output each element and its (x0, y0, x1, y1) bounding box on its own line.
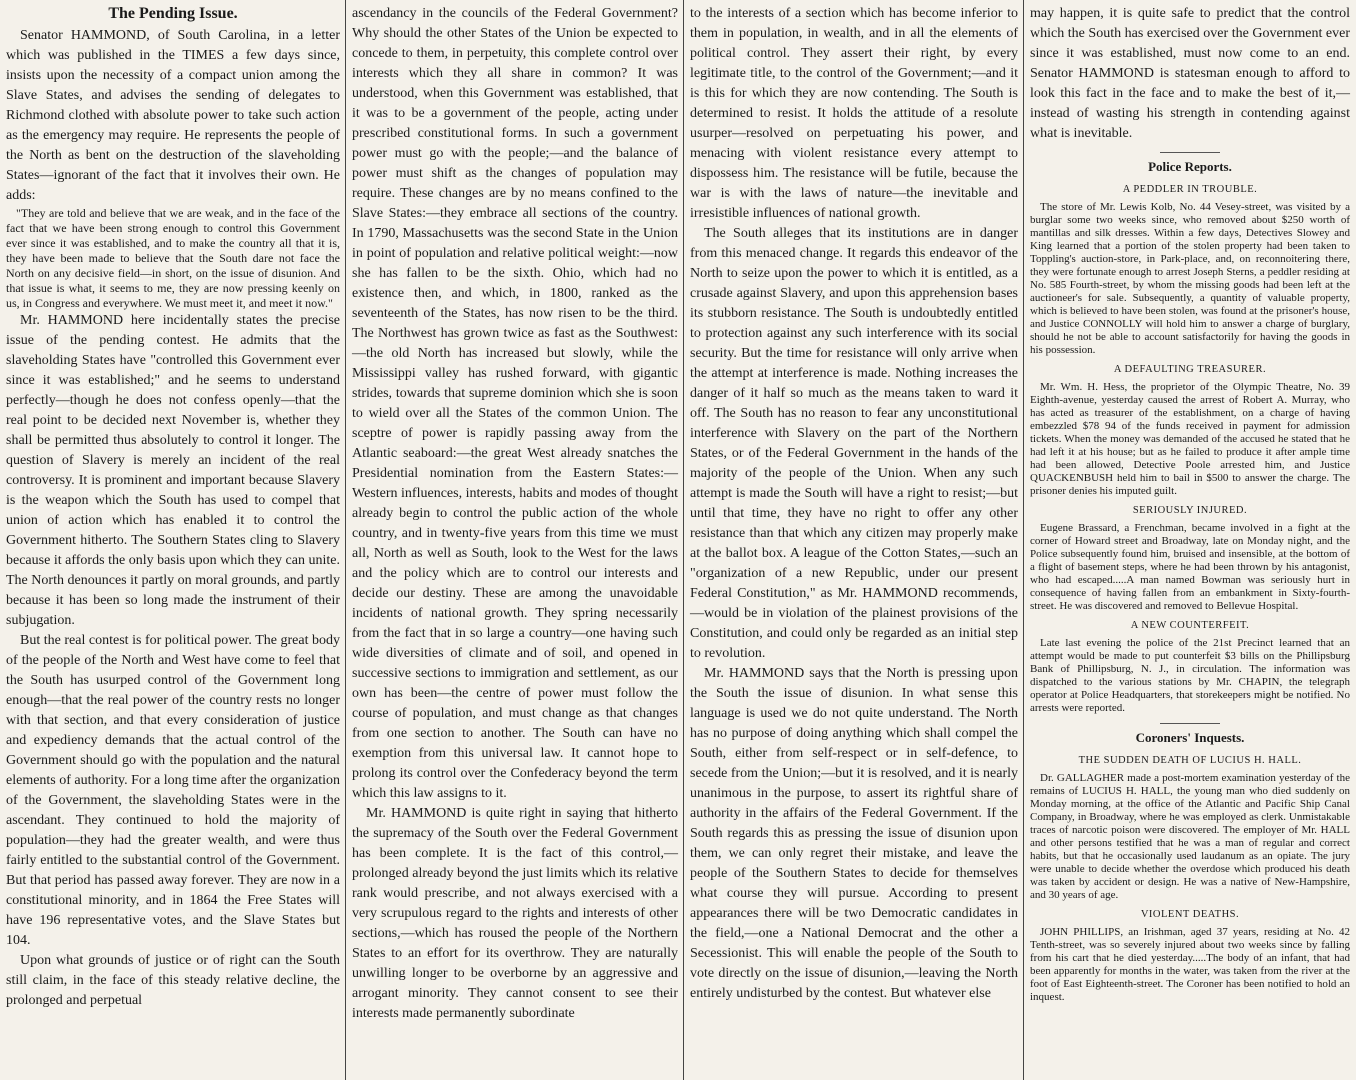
paragraph: Mr. HAMMOND is quite right in saying that hitherto the supremacy of the South over the Federal Government has been complete. It is the fact of this control,—prolonged already beyond the just limits which its relative rank would prescribe, and not always exercised with a very scrupulous regard to the rights and interests of other sections,—which has roused the people of the Northern States to an effort for its overthrow. They are naturally unwilling longer to be overborne by an aggressive and arrogant minority. They cannot consent to see their interests made permanently subordinate (352, 806, 678, 1021)
subhead: A NEW COUNTERFEIT. (1130, 620, 1250, 631)
report-text: Mr. Wm. H. Hess, the proprietor of the Olympic Theatre, No. 39 Eighth-avenue, yesterday caused the arrest of Robert A. Murray, who has acted as treasurer of the establishment, on a charge of having embezzled $78 94 of the funds received in payment for admission tickets. When the money was demanded of the accused he stated that he had left it at his house; but as he failed to produce it after ample time had been allowed, Detective Poole arrested him, and Justice QUACKENBUSH held him to bail in $500 to answer the charge. The prisoner denies his imputed guilt. (1030, 381, 1350, 497)
subhead: SERIOUSLY INJURED. (1132, 505, 1248, 516)
paragraph: The South alleges that its institutions are in danger from this menaced change. It regards this endeavor of the North to seize upon the power to which it is entitled, as a crusade against Slavery, and upon this apprehension bases its stubborn resistance. The South is undoubtedly entitled to protection against any such interference with its social security. But the time for resistance will only arrive when the attempt at interference is made. Nothing increases the danger of it half so much as the means taken to ward it off. The South has no reason to fear any unconstitutional interference with Slavery on the part of the Northern States, or of the Federal Government in the hands of the majority of the people of the Union. When any such attempt is made the South will have a right to resist;—but until that time, they have no right to offer any other resistance than that which any citizen may properly make at the ballot box. A league of the Cotton States,—such an "organization of a new Republic, under our present Federal Constitution," as Mr. HAMMOND recommends,—would be in violation of the plainest provisions of the Constitution, and could only be regarded as an initial step to revolution. (690, 226, 1018, 661)
paragraph: may happen, it is quite safe to predict that the control which the South has exercised over the Government ever since it was established, must now come to an end. Senator HAMMOND is statesman enough to afford to look this fact in the face and to make the best of it,—instead of wasting his strength in contending against what is inevitable. (1030, 6, 1350, 141)
paragraph: But the real contest is for political power. The great body of the people of the North and West have come to feel that the South has usurped control of the Government long enough—that the real power of the country rests no longer with that section, and that every consideration of justice and expediency demands that the actual control of the Government should go with the population and the natural elements of authority. For a long time after the organization of the Government, the slaveholding States were in the ascendant. They continued to hold the majority of population—they had the greater wealth, and were thus fairly entitled to the substantial control of the Government. But that period has passed away forever. They are now in a constitutional minority, and in 1864 the Free States will have 196 representative votes, and the Slave States but 104. (6, 633, 340, 948)
paragraph: Mr. HAMMOND here incidentally states the precise issue of the pending contest. He admits that the slaveholding States have "controlled this Government ever since it was established;" and he seems to understand perfectly—though he does not confess openly—that the real point to be decided next November is, whether they shall be permitted thus absolutely to control it longer. The question of Slavery is merely an incident of the real controversy. It is prominent and important because Slavery is the weapon which the South has used to compel that union of action which has enabled it to control the Government hitherto. The Southern States cling to Slavery because it affords the only basis upon which they can unite. The North denounces it partly on moral grounds, and partly because it has been so long made the instrument of their subjugation. (6, 313, 340, 628)
subhead: VIOLENT DEATHS. (1140, 909, 1240, 920)
coroners-inquests-title: Coroners' Inquests. (1135, 730, 1245, 745)
paragraph: ascendancy in the councils of the Federal Government? Why should the other States of the Union be expected to concede to them, in perpetuity, this complete control over interests which they all share in common? It was understood, when this Government was established, that it was to be a government of the people, acting under prescribed constitutional forms. In such a government power must go with the people;—and the balance of power must shift as the changes of population may require. These changes are by no means confined to the Slave States:—they embrace all sections of the country. In 1790, Massachusetts was the second State in the Union in point of population and relative political weight:—now she has fallen to be the sixth. Ohio, which had no existence then, and which, in 1800, ranked as the seventeenth of the States, has now risen to be the third. The Northwest has grown twice as fast as the Southwest:—the old North has increased but slowly, while the Mississippi valley has rushed forward, with gigantic strides, towards that supreme dominion which she is soon to wield over all the States of the common Union. The sceptre of power is rapidly passing away from the Atlantic seaboard:—the great West already snatches the Presidential nomination from the Eastern States:—Western influences, interests, habits and modes of thought already begin to control the public action of the whole country, and in twenty-five years from this time we must all, North as well as South, look to the West for the laws and the policy which are to control our interests and decide our destiny. These are among the unavoidable incidents of national growth. They spring necessarily from the fact that in so large a country—one having such wide diversities of climate and of soil, and opened in successive sections to immigration and settlement, as our own has been—the centre of power must follow the course of population, and must change as that changes from one section to another. The South can have no exemption from this universal law. It cannot hope to prolong its control over the Confederacy beyond the term which this law assigns to it. (352, 6, 678, 801)
quotation: "They are told and believe that we are weak, and in the face of the fact that we have been strong enough to control this Government ever since it was established, and to make the country all that it is, they have been made to believe that the South dare not face the North on any decisive field—in short, on the issue of disunion. And that issue is what, it seems to me, they are now pressing keenly on us, in Congress and everywhere. We must meet it, and meet it now." (6, 206, 340, 310)
report-text: Dr. GALLAGHER made a post-mortem examination yesterday of the remains of LUCIUS H. HALL, the young man who died suddenly on Monday morning, at the office of the Atlantic and Pacific Ship Canal Company, in Broadway, where he was employed as clerk. Unmistakable traces of narcotic poison were discovered. The employer of Mr. HALL and other persons testified that he was a man of regular and correct habits, but that he occasionally used laudanum as an opiate. The jury were unable to decide whether the overdose which produced his death was taken by accident or design. He was a native of New-Hampshire, and 30 years of age. (1030, 772, 1350, 901)
paragraph: Senator HAMMOND, of South Carolina, in a letter which was published in the TIMES a few days since, insists upon the necessity of a compact union among the Slave States, and advises the sending of delegates to Richmond clothed with absolute power to take such action as the emergency may require. He represents the people of the North as bent on the destruction of the slaveholding States—ignorant of the fact that it involves their own. He adds: (6, 28, 340, 203)
report-text: JOHN PHILLIPS, an Irishman, aged 37 years, residing at No. 42 Tenth-street, was so severely injured about two weeks since by falling from his cart that he died yesterday.....The body of an infant, that had been apparently for months in the water, was taken from the river at the foot of East Eighteenth-street. The Coroner has been notified to hold an inquest. (1030, 926, 1350, 1003)
paragraph: Upon what grounds of justice or of right can the South still claim, in the face of this steady relative decline, the prolonged and perpetual (6, 953, 340, 1008)
column-3 (684, 0, 1024, 1080)
article-headline: The Pending Issue. (108, 5, 238, 22)
report-text: The store of Mr. Lewis Kolb, No. 44 Vesey-street, was visited by a burglar some two weeks since, who removed about $250 worth of mantillas and silk dresses. Within a few days, Detectives Slowey and King learned that a portion of the stolen property had been taken to Toppling's auction-store, in Park-place, and, on reconnoitering there, they were fortunate enough to arrest Joseph Sterns, a peddler residing at No. 585 Fourth-street, by whom the missing goods had been left at the auctioneer's for sale. Subsequently, a quantity of valuable property, which is believed to have been stolen, was found at the prisoner's house, and Justice CONNOLLY will hold him to answer a charge of burglary, should he not be able to account satisfactorily for having the goods in his possession. (1030, 201, 1350, 356)
subhead: THE SUDDEN DEATH OF LUCIUS H. HALL. (1078, 755, 1302, 766)
column-4 (1024, 0, 1356, 1080)
column-2 (346, 0, 684, 1080)
police-reports-title: Police Reports. (1148, 159, 1232, 174)
section-divider (1160, 723, 1220, 724)
report-text: Eugene Brassard, a Frenchman, became involved in a fight at the corner of Howard street and Broadway, late on Monday night, and the Police subsequently found him, bruised and insensible, at the bottom of a flight of basement steps, where he had been thrown by his antagonist, who had escaped.....A man named Bowman was seriously hurt in consequence of having fallen from an embankment in Sixty-fourth-street. He was discovered and removed to Bellevue Hospital. (1030, 522, 1350, 612)
subhead: A PEDDLER IN TROUBLE. (1122, 184, 1258, 195)
subhead: A DEFAULTING TREASURER. (1113, 364, 1267, 375)
column-1 (0, 0, 346, 1080)
paragraph: Mr. HAMMOND says that the North is pressing upon the South the issue of disunion. In what sense this language is used we do not quite understand. The North has no purpose of doing anything which shall compel the South, either from self-respect or in self-defence, to secede from the Union;—but it is resolved, and it is nearly unanimous in the purpose, to assert its rightful share of authority in the affairs of the Federal Government. If the South regards this as pressing the issue of disunion upon them, we can only regret their mistake, and leave the people of the Southern States to decide for themselves what course they will pursue. According to present appearances there will be two Democratic candidates in the field,—one a National Democrat and the other a Secessionist. This will enable the people of the South to vote directly on the issue of disunion,—leaving the North entirely undisturbed by the contest. But whatever else (690, 666, 1018, 1001)
report-text: Late last evening the police of the 21st Precinct learned that an attempt would be made to put counterfeit $3 bills on the Phillipsburg Bank of Phillipsburg, N. J., in circulation. The information was dispatched to the various stations by Mr. CHAPIN, the telegraph operator at Police Headquarters, that storekeepers might be notified. No arrests were reported. (1030, 637, 1350, 714)
section-divider (1160, 152, 1220, 153)
paragraph: to the interests of a section which has become inferior to them in population, in wealth, and in all the elements of political control. They assert their right, by every legitimate title, to the control of the Government;—and it is this for which they are now contending. The South is determined to resist. It holds the attitude of a resolute usurper—resolved on perpetuating his power, and menacing with violent resistance every attempt to dispossess him. The resistance will be futile, because the war is with the laws of nature—the inevitable and irresistible influences of national growth. (690, 6, 1018, 221)
